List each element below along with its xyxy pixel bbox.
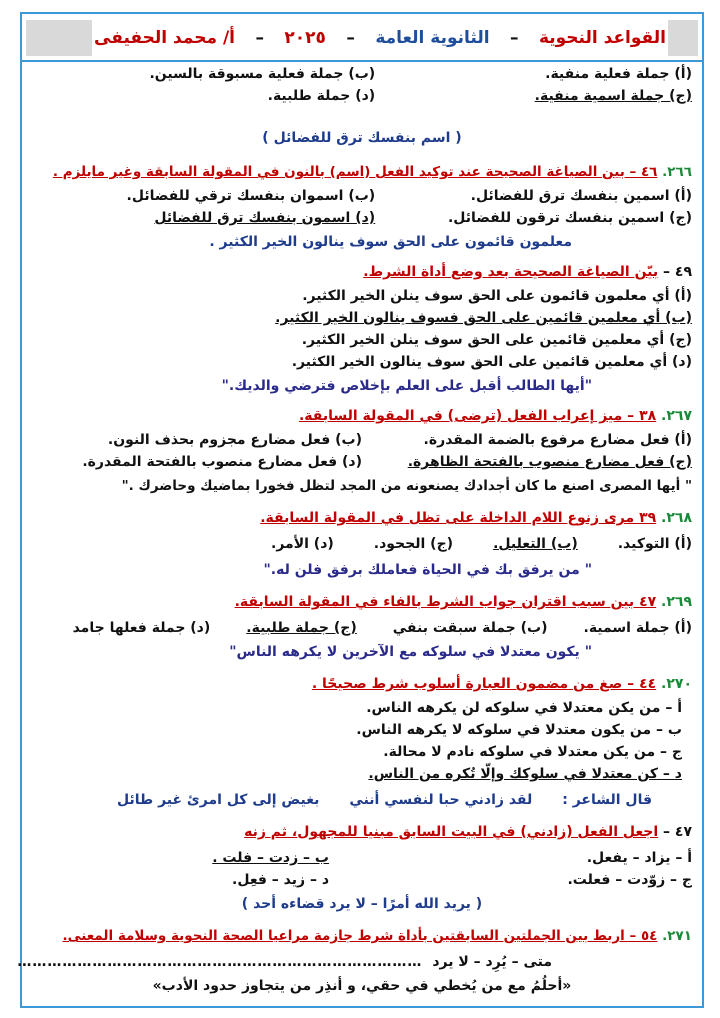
- quote-2: معلمون قائمون على الحق سوف ينالون الخير الكثير .: [209, 234, 572, 250]
- option-a: (أ) جملة اسمية.: [583, 620, 692, 636]
- option-d: (د) جملة فعلها جامد: [72, 620, 211, 636]
- header-grey-block-left: [26, 20, 92, 56]
- option-b: (ب) اسموان بنفسك ترقي للفضائل.: [126, 188, 376, 204]
- question-number: ٢٧٠.: [661, 676, 692, 692]
- worksheet-page: [17, 12, 704, 1008]
- poem-intro: قال الشاعر :: [562, 792, 652, 808]
- question-text: بيّن الصياغة الصحيحة بعد وضع أداة الشرط.: [363, 264, 659, 280]
- question-271: [32, 926, 692, 946]
- quote-5: " من يرفق بك في الحياة فعاملك برفق فلن له.": [263, 562, 592, 578]
- option-a: (أ) أي معلمون قائمون على الحق سوف ينلن الخير الكثير.: [302, 288, 692, 304]
- q266-options-row-2: [32, 208, 692, 228]
- q267-options-row-1: [32, 430, 692, 450]
- question-text: اجعل الفعل (زادني) في البيت السابق مبنيا للمجهول، ثم زنه: [244, 824, 659, 840]
- option-d: د – زيد – فعِل.: [232, 872, 329, 888]
- header-dash: –: [510, 28, 519, 48]
- option-a: (أ) جملة فعلية منفية.: [545, 66, 692, 82]
- question-number: ٤٧ –: [663, 824, 692, 840]
- option-c: (ج) أي معلمين قائمين على الحق سوف ينلن الخير الكثير.: [301, 332, 692, 348]
- header-dash: –: [346, 28, 355, 48]
- top-options-row-2: [32, 86, 692, 106]
- quote-7: ( يريد الله أمرًا – لا يرد قضاءه أحد ): [241, 896, 483, 912]
- question-47: [32, 822, 692, 842]
- top-options-row-1: [32, 64, 692, 84]
- q269-options-row: [32, 618, 692, 638]
- question-266: [32, 162, 692, 182]
- option-d: (د) جملة طلبية.: [267, 88, 376, 104]
- question-267: [32, 406, 692, 426]
- question-49: [32, 262, 692, 282]
- header-grade: الثانوية العامة: [375, 28, 490, 48]
- question-268: [32, 508, 692, 528]
- question-text: ٥٤ – اربط بين الجملتين السابقتين بأداة شرط جازمة مراعيا الصحة النحوية وسلامة المعنى.: [62, 928, 658, 944]
- q47-options-row-1: [32, 848, 692, 868]
- option-c: (ج) الجحود.: [373, 536, 454, 552]
- q268-options-row: [32, 534, 692, 554]
- header-title-bar: [94, 20, 666, 56]
- header-dash: –: [255, 28, 264, 48]
- option-a: أ – يزاد – يفعل.: [586, 850, 692, 866]
- option-b: (ب) جملة سبقت بنفي: [392, 620, 548, 636]
- option-b: ب – من يكون معتدلا في سلوكه لا يكرهه الناس.: [356, 722, 682, 738]
- question-270: [32, 674, 692, 694]
- question-text: ٤٤ – صغ من مضمون العبارة أسلوب شرط صحيحًا .: [311, 676, 657, 692]
- option-a: (أ) فعل مضارع مرفوع بالضمة المقدرة.: [423, 432, 692, 448]
- option-a: (أ) اسمين بنفسك ترق للفضائل.: [470, 188, 692, 204]
- answer-dots: ………………………………………………………………………: [17, 954, 423, 970]
- question-number: ٤٩ –: [663, 264, 692, 280]
- option-d: (د) اسمون بنفسك ترق للفضائل: [154, 210, 376, 226]
- option-b: (ب) جملة فعلية مسبوقة بالسين.: [149, 66, 376, 82]
- option-b: (ب) أي معلمين قائمين على الحق فسوف ينالون الخير الكثير.: [275, 310, 692, 326]
- question-text: ٤٦ – بين الصياغة الصحيحة عند توكيد الفعل (اسم) بالنون في المقولة السابقة وغير مايلزم .: [52, 164, 658, 180]
- question-text: ٣٨ – ميز إعراب الفعل (ترضى) في المقولة السابقة.: [298, 408, 657, 424]
- option-c: ج – زوّدت – فعلت.: [567, 872, 692, 888]
- option-c: ج – من يكن معتدلا في سلوكه نادم لا محالة.: [383, 744, 682, 760]
- question-text: ٣٩ مرى زنوع اللام الداخلة على تظل في المقولة السابقة.: [260, 510, 657, 526]
- question-text: ٤٧ بين سبب اقتران جواب الشرط بالفاء في المقولة السابقة.: [234, 594, 657, 610]
- option-c: (ج) فعل مضارع منصوب بالفتحة الظاهرة.: [407, 454, 692, 470]
- quote-4: " أيها المصرى اصنع ما كان أجدادك يصنعونه من المجد لتظل فخورا بماضيك وحاضرك .": [121, 478, 692, 494]
- header-grey-block-right: [668, 20, 698, 56]
- question-number: ٢٧١.: [662, 928, 692, 944]
- poem-hemistich-1: لقد زادني حبا لنفسي أنني: [349, 792, 533, 808]
- option-d: د – كن معتدلا في سلوكك وإلّا تُكره من الناس.: [368, 766, 682, 782]
- header-year: ٢٠٢٥: [284, 28, 326, 48]
- option-b: ب – زدت – فلت .: [212, 850, 329, 866]
- question-number: ٢٦٧.: [661, 408, 692, 424]
- option-a: (أ) التوكيد.: [617, 536, 692, 552]
- header-subject: القواعد النحوية: [538, 28, 666, 48]
- quote-6: " يكون معتدلا في سلوكه مع الآخرين لا يكرهه الناس": [229, 644, 592, 660]
- question-269: [32, 592, 692, 612]
- q267-options-row-2: [32, 452, 692, 472]
- poem-line: [32, 790, 692, 810]
- option-d: (د) أي معلمين قائمين على الحق سوف ينالون الخير الكثير.: [291, 354, 692, 370]
- option-b: (ب) فعل مضارع مجزوم بحذف النون.: [107, 432, 362, 448]
- quote-1: ( اسم بنفسك ترق للفضائل ): [262, 130, 462, 146]
- option-d: (د) فعل مضارع منصوب بالفتحة المقدرة.: [82, 454, 362, 470]
- option-c: (ج) جملة اسمية منفية.: [534, 88, 692, 104]
- header-author: أ/ محمد الحفيفى: [94, 28, 235, 48]
- q271-answer-line: [17, 952, 692, 972]
- option-c: (ج) اسمين بنفسك ترقون للفضائل.: [447, 210, 692, 226]
- option-d: (د) الأمر.: [271, 536, 334, 552]
- question-number: ٢٦٦.: [662, 164, 692, 180]
- answer-hint: متى – يُرِد – لا يرد: [432, 954, 552, 970]
- footer-quote: «أحلُمُ مع من يُخطي في حقي، و أنذِر من يتجاوز حدود الأدب»: [152, 978, 572, 994]
- question-number: ٢٦٨.: [661, 510, 692, 526]
- poem-hemistich-2: بغيض إلى كل امرئ غير طائل: [117, 792, 320, 808]
- option-b: (ب) التعليل.: [493, 536, 578, 552]
- q47-options-row-2: [32, 870, 692, 890]
- option-c: (ج) جملة طلبية.: [246, 620, 357, 636]
- quote-3: "أيها الطالب أقبل على العلم بإخلاص فترضي والديك.": [221, 378, 592, 394]
- question-number: ٢٦٩.: [661, 594, 692, 610]
- page-header: [22, 14, 702, 62]
- q266-options-row-1: [32, 186, 692, 206]
- option-a: أ – من يكن معتدلا في سلوكه لن يكرهه الناس.: [366, 700, 682, 716]
